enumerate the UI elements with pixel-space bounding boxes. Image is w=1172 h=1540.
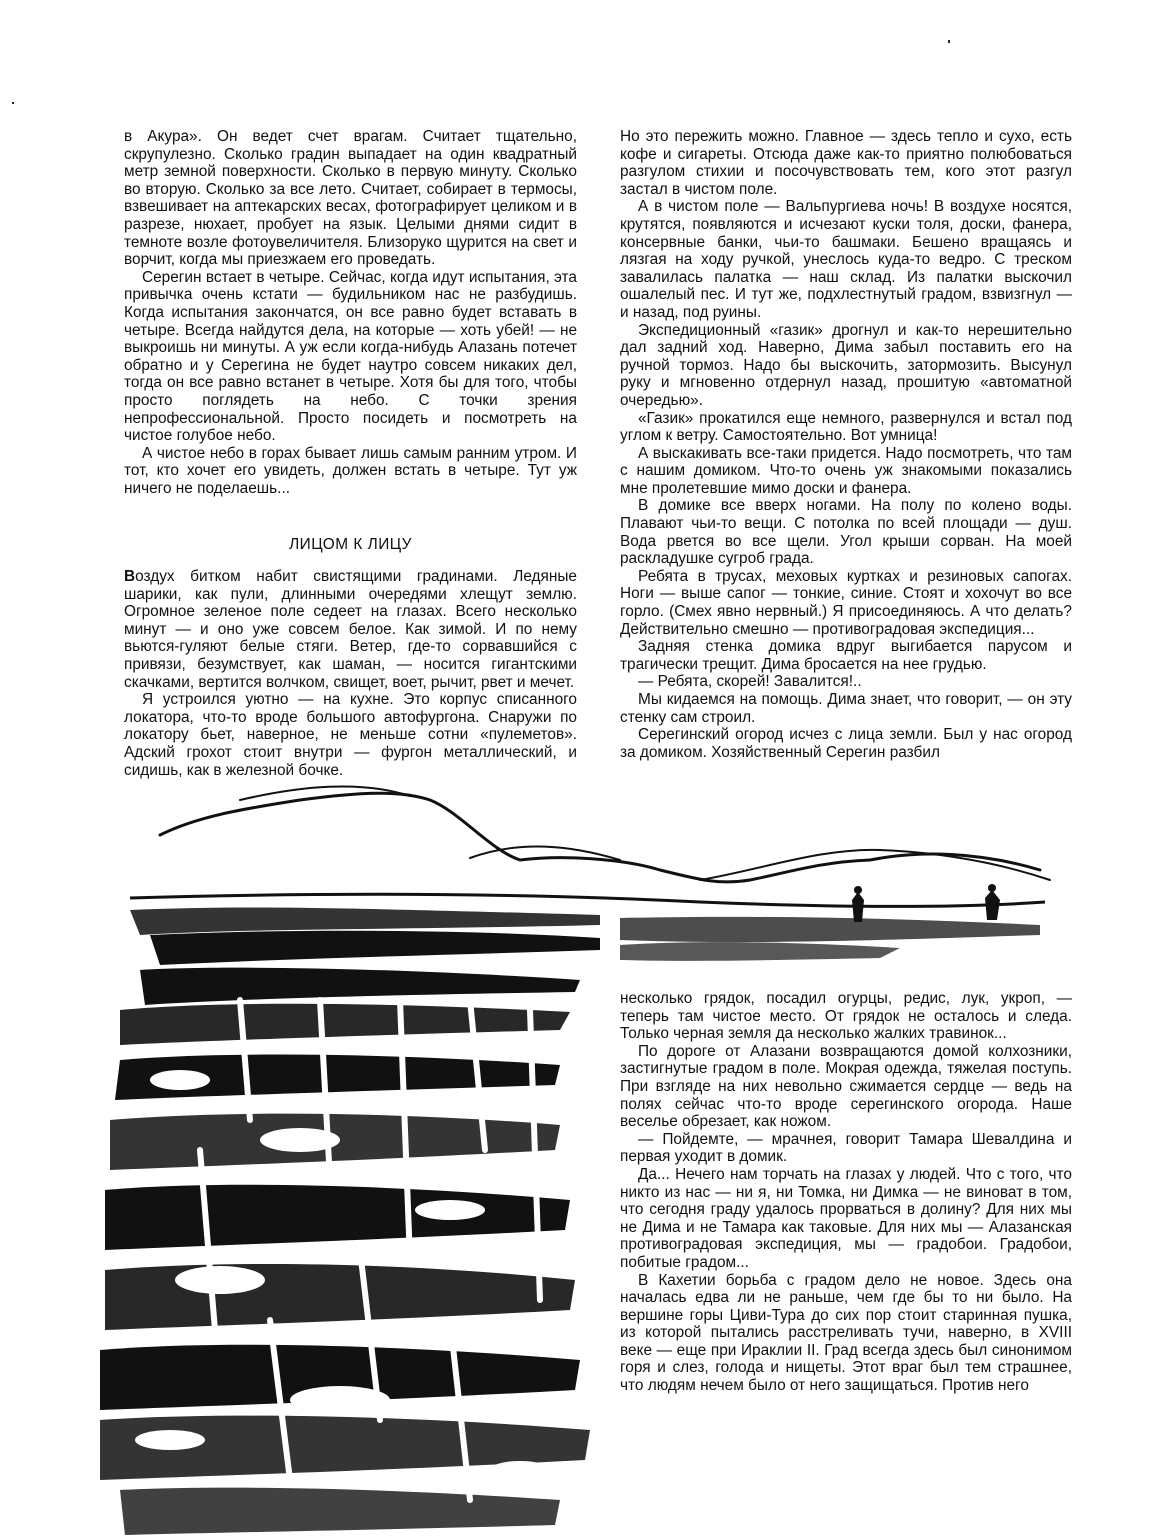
paragraph: Серегинский огород исчез с лица земли. Был у нас огород за домиком. Хозяйственный Серегин разбил [620, 726, 1072, 761]
page-speck [948, 40, 950, 43]
article-column-left-bottom [124, 568, 577, 779]
drop-cap: В [124, 568, 136, 585]
paragraph: Задняя стенка домика вдруг выгибается парусом и трагически трещит. Дима бросается на нее грудью. [620, 638, 1072, 673]
mountain-ridge [160, 786, 1050, 882]
paragraph: несколько грядок, посадил огурцы, редис, лук, укроп, — теперь там чистое место. От грядок не осталось и следа. Только черная земля да несколько жалких травинок... [620, 990, 1072, 1043]
paragraph: Экспедиционный «газик» дрогнул и как-то нерешительно дал задний ход. Наверно, Дима забыл поставить его на ручной тормоз. Надо бы выскочить, затормозить. Высунул руку и мгновенно отдернул назад, прошитую «автоматной очередью». [620, 321, 1072, 409]
paragraph: По дороге от Алазани возвращаются домой колхозники, застигнутые градом в поле. Мокрая одежда, тяжелая поступь. При взгляде на них невольно сжимается сердце — ведь на полях сейчас что-то вроде серегинского огорода. Наше веселье обрезает, как ножом. [620, 1042, 1072, 1131]
paragraph: Я устроился уютно — на кухне. Это корпус списанного локатора, что-то вроде большого автофургона. Снаружи по локатору бьет, наверное, не меньше сотни «пулеметов». Адский грохот стоит внутри — фургон металлический, и сидишь, как в железной бочке. [124, 691, 577, 779]
article-column-right-bottom [620, 990, 1072, 1395]
paragraph: Серегин встает в четыре. Сейчас, когда идут испытания, эта привычка очень кстати — будильником нас не разбудишь. Когда испытания закончатся, он все равно будет вставать в четыре. Всегда найдутся дела, на которые — хоть убей! — не выкроишь ни минуты. А уж если когда-нибудь Алазань потечет обратно и у Серегина не будет наутро совсем никаких дел, тогда он все равно встанет в четыре. Хотя бы для того, чтобы просто поглядеть на небо. С точки зрения непрофессиональной. Просто посидеть и посмотреть на чистое голубое небо. [124, 268, 577, 445]
paragraph: А выскакивать все-таки придется. Надо посмотреть, что там с нашим домиком. Что-то очень уж знакомыми показались мне пролетевшие мимо доски и фанера. [620, 444, 1072, 497]
paragraph: — Ребята, скорей! Завалится!.. [638, 673, 862, 691]
hail-patches [135, 1070, 550, 1479]
paragraph-text: оздух битком набит свистящими градинами. Ледяные шарики, как пули, длинными очередями хлещут землю. Огромное зеленое поле седеет на глазах. Всего несколько минут — и оно уже совсем белое. Как зимой. И по нему вьются-гуляют белые стяги. Ветер, где-то сорвавшийся с привязи, безумствует, как шаман, — носится гигантскими скачками, вертится волчком, свищет, воет, рычит, рвет и мечет. [124, 568, 577, 691]
paragraph: В Кахетии борьба с градом дело не новое. Здесь она началась едва ли не раньше, чем где бы то ни было. На вершине горы Циви-Тура до сих пор стоит старинная пушка, из которой пытались расстреливать тучи, наверно, в XVIII веке — еще при Ираклии II. Град всегда здесь был синонимом горя и слез, голода и нищеты. Этот враг был тем страшнее, что людям нечем было от него защищаться. Против него [620, 1271, 1072, 1395]
paragraph: Ребята в трусах, меховых куртках и резиновых сапогах. Ноги — выше сапог — тонкие, синие. Стоят и хохочут во все горло. (Смех явно нервный.) Я присоединяюсь. А что делать? Действительно смешно — противоградовая экспедиция... [620, 567, 1072, 638]
crop-stalks [200, 1000, 540, 1500]
paragraph: — Пойдемте, — мрачнея, говорит Тамара Шевалдина и первая уходит в домик. [620, 1130, 1072, 1166]
paragraph: Мы кидаемся на помощь. Дима знает, что говорит, — он эту стенку сам строил. [620, 691, 1072, 726]
paragraph: «Газик» прокатился еще немного, развернулся и встал под углом к ветру. Самостоятельно. Вот умница! [620, 409, 1072, 445]
paragraph [124, 568, 577, 691]
page-speck [12, 102, 14, 104]
article-column-right-top [620, 128, 1072, 761]
paragraph: Да... Нечего нам торчать на глазах у людей. Что с того, что никто из нас — ни я, ни Томка, ни Димка — не виноват в том, что сегодня граду удалось прорваться в долину? Для них мы не Дима и не Тамара как таковые. Для них мы — Алазанская противоградовая экспедиция, мы — градобои. Градобои, побитые градом... [620, 1165, 1072, 1271]
paragraph: А в чистом поле — Вальпургиева ночь! В воздухе носятся, крутятся, появляются и исчезают куски толя, доски, фанера, консервные банки, чьи-то башмаки. Бешено вращаясь и лязгая на ходу ручкой, унеслось куда-то ведро. С треском завалилась палатка — наш склад. Из палатки выскочил ошалелый пес. И тут же, подхлестнутый градом, взвизгнул — и назад, под руины. [620, 198, 1072, 321]
distant-figure-icon [852, 884, 1000, 922]
horizon-line [130, 894, 1045, 906]
paragraph: А чистое небо в горах бывает лишь самым ранним утром. И тот, кто хочет его увидеть, должен встать в четыре. Тут уж ничего не поделаешь... [124, 444, 577, 497]
paragraph: в Акура». Он ведет счет врагам. Считает тщательно, скрупулезно. Сколько градин выпадает на один квадратный метр земной поверхности. Сколько в первую минуту. Сколько во вторую. Сколько за все лето. Считает, собирает в термосы, взвешивает на аптекарских весах, фотографирует целиком и в разрезе, нюхает, пробует на язык. Целыми днями сидит в темноте возле фотоувеличителя. Близоруко щурится на свет и ворчит, когда мы приезжаем его проведать. [124, 128, 577, 269]
article-column-left-top [124, 128, 577, 497]
paragraph: В домике все вверх ногами. На полу по колено воды. Плавают чьи-то вещи. С потолка по всей площади — душ. Вода рвется во все щели. Угол крыши сорван. На моей раскладушке сугроб града. [620, 497, 1072, 568]
section-heading: ЛИЦОМ К ЛИЦУ [289, 536, 412, 553]
paragraph: Но это пережить можно. Главное — здесь тепло и сухо, есть кофе и сигареты. Отсюда даже как-то приятно полюбоваться разгулом стихии и посочувствовать тем, кого этот разгул застал в чистом поле. [620, 128, 1072, 198]
